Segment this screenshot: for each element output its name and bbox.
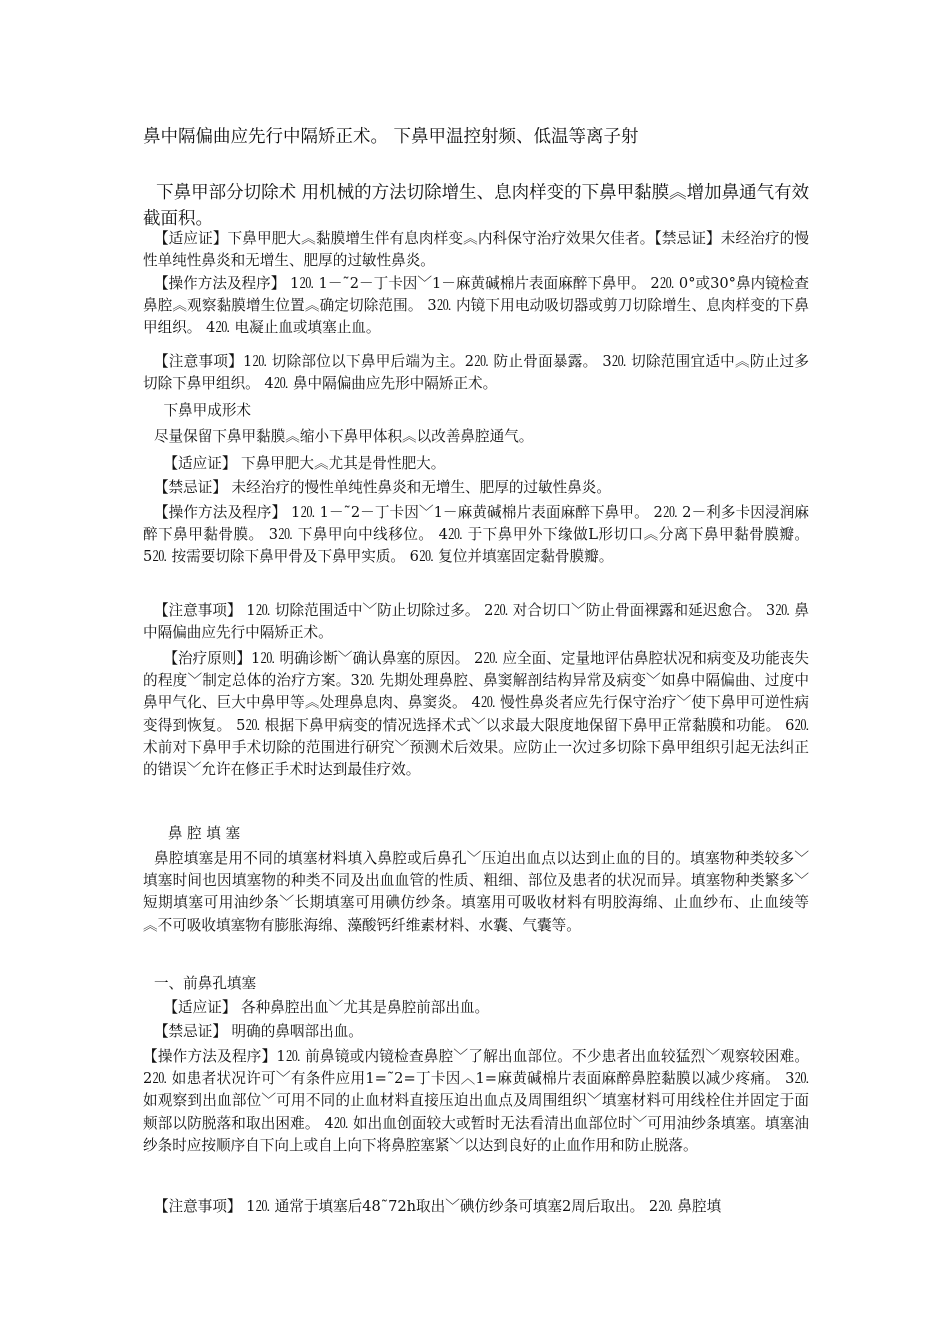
- indications-paragraph-2: 【适应证】 下鼻甲肥大︽尤其是骨性肥大。: [163, 455, 446, 472]
- indications-paragraph-3: 【适应证】 各种鼻腔出血﹀尤其是鼻腔前部出血。: [163, 999, 490, 1016]
- anterior-packing-heading: 一、前鼻孔填塞: [153, 975, 257, 992]
- procedure-paragraph-1: 【操作方法及程序】 1⒛ 1－˜2－丁卡因﹀1－麻黄碱棉片表面麻醉下鼻甲。 2⒛ 0°或30°鼻内镜检查鼻腔︽观察黏膜增生位置︽确定切除范围。 3⒛ 内镜下用电动吸切器或剪刀切除增生、息肉样变的下鼻甲组织。 4⒛ 电凝止血或填塞止血。: [143, 275, 809, 337]
- top-line: 鼻中隔偏曲应先行中隔矫正术。 下鼻甲温控射频、低温等离子射: [143, 127, 639, 147]
- turbinoplasty-description: 尽量保留下鼻甲黏膜︽缩小下鼻甲体积︽以改善鼻腔通气。: [153, 428, 534, 445]
- treatment-principles-paragraph: 【治疗原则】1⒛ 明确诊断﹀确认鼻塞的原因。 2⒛ 应全面、定量地评估鼻腔状况和病变及功能丧失的程度﹀制定总体的治疗方案。3⒛ 先期处理鼻腔、鼻窦解剖结构异常及病变﹀如鼻中隔偏曲、过度中鼻甲气化、巨大中鼻甲等︽处理鼻息肉、鼻窦炎。 4⒛ 慢性鼻炎者应先行保守治疗﹀使下鼻甲可逆性病变得到恢复。 5⒛ 根据下鼻甲病变的情况选择术式﹀以求最大限度地保留下鼻甲正常黏膜和功能。 6⒛ 术前对下鼻甲手术切除的范围进行研究﹀预测术后效果。应防止一次过多切除下鼻甲组织引起无法纠正的错误﹀允许在修正手术时达到最佳疗效。: [143, 650, 809, 779]
- notes-paragraph-1: 【注意事项】1⒛ 切除部位以下鼻甲后端为主。2⒛ 防止骨面暴露。 3⒛ 切除范围宜适中︽防止过多切除下鼻甲组织。 4⒛ 鼻中隔偏曲应先形中隔矫正术。: [143, 353, 809, 393]
- contraindications-paragraph-3: 【禁忌证】 明确的鼻咽部出血。: [153, 1023, 363, 1040]
- procedure-paragraph-2: 【操作方法及程序】 1⒛ 1－˜2－丁卡因﹀1－麻黄碱棉片表面麻醉下鼻甲。 2⒛ 2－利多卡因浸润麻醉下鼻甲黏骨膜。 3⒛ 下鼻甲向中线移位。 4⒛ 于下鼻甲外下缘做L形切口︽分离下鼻甲黏骨膜瓣。5⒛ 按需要切除下鼻甲骨及下鼻甲实质。 6⒛ 复位并填塞固定黏骨膜瓣。: [143, 504, 809, 566]
- contraindications-paragraph-2: 【禁忌证】 未经治疗的慢性单纯性鼻炎和无增生、肥厚的过敏性鼻炎。: [153, 479, 611, 496]
- turbinoplasty-heading: 下鼻甲成形术: [163, 402, 252, 419]
- notes-paragraph-2: 【注意事项】 1⒛ 切除范围适中﹀防止切除过多。 2⒛ 对合切口﹀防止骨面裸露和延迟愈合。 3⒛ 鼻中隔偏曲应先行中隔矫正术。: [143, 602, 809, 642]
- indications-paragraph-1: 【适应证】下鼻甲肥大︽黏膜增生伴有息肉样变︽内科保守治疗效果欠佳者。【禁忌证】未经治疗的慢性单纯性鼻炎和无增生、肥厚的过敏性鼻炎。: [143, 230, 809, 270]
- notes-paragraph-3: 【注意事项】 1⒛ 通常于填塞后48˜72h取出﹀碘仿纱条可填塞2周后取出。 2⒛ 鼻腔填: [153, 1198, 722, 1215]
- nasal-packing-heading: 鼻 腔 填 塞: [167, 825, 241, 842]
- procedure-paragraph-3: 【操作方法及程序】1⒛ 前鼻镜或内镜检查鼻腔﹀了解出血部位。不少患者出血较猛烈﹀观察较困难。 2⒛ 如患者状况许可﹀有条件应用1=˜2=丁卡因︿1=麻黄碱棉片表面麻醉鼻腔黏膜以减少疼痛。 3⒛ 如观察到出血部位﹀可用不同的止血材料直接压迫出血点及周围组织﹀填塞材料可用线栓住并固定于面颊部以防脱落和取出困难。 4⒛ 如出血创面较大或暂时无法看清出血部位时﹀可用油纱条填塞。填塞油纱条时应按顺序自下向上或自上向下将鼻腔塞紧﹀以达到良好的止血作用和防止脱落。: [143, 1048, 809, 1154]
- partial-resection-heading: 下鼻甲部分切除术 用机械的方法切除增生、息肉样变的下鼻甲黏膜︽增加鼻通气有效截面积。: [143, 183, 810, 229]
- nasal-packing-description: 鼻腔填塞是用不同的填塞材料填入鼻腔或后鼻孔﹀压迫出血点以达到止血的目的。填塞物种类较多﹀填塞时间也因填塞物的种类不同及出血血管的性质、粗细、部位及患者的状况而异。填塞物种类繁多﹀短期填塞可用油纱条﹀长期填塞可用碘仿纱条。填塞用可吸收材料有明胶海绵、止血纱布、止血绫等︽不可吸收填塞物有膨胀海绵、藻酸钙纤维素材料、水囊、气囊等。: [143, 850, 809, 934]
